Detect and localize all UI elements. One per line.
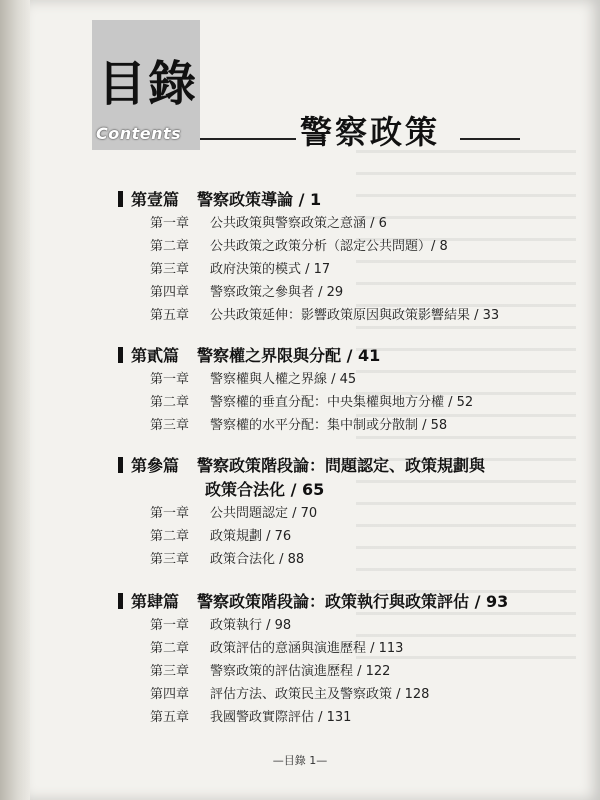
toc-chapter[interactable] [150,504,317,524]
part-title: 警察權之界限與分配 / 41 [197,346,381,365]
chapter-number: 第二章 [150,529,190,544]
toc-chapter[interactable] [150,527,291,547]
chapter-title: 警察政策的評估演進歷程 / 122 [210,664,391,679]
toc-part-3[interactable] [118,454,485,502]
chapter-number: 第四章 [150,687,190,702]
chapter-number: 第二章 [150,239,190,254]
part-label: 第壹篇 [131,190,180,209]
toc-chapter[interactable] [150,393,473,413]
toc-chapter[interactable] [150,214,387,234]
toc-part-4[interactable] [118,590,508,614]
chapter-title: 政策合法化 / 88 [210,552,305,567]
toc-chapter[interactable] [150,260,330,280]
toc-part-2[interactable] [118,344,380,368]
part-marker [118,593,123,609]
chapter-title: 警察權的垂直分配：中央集權與地方分權 / 52 [210,395,474,410]
chapter-number: 第一章 [150,372,190,387]
chapter-number: 第三章 [150,262,190,277]
chapter-title: 公共政策之政策分析（認定公共問題）/ 8 [210,239,448,254]
chapter-title: 政策執行 / 98 [210,618,292,633]
chapter-title: 警察政策之參與者 / 29 [210,285,344,300]
chapter-title: 評估方法、政策民主及警察政策 / 128 [210,687,430,702]
chapter-number: 第五章 [150,710,190,725]
part-label: 第參篇 [131,456,180,475]
part-title: 警察政策導論 / 1 [197,190,322,209]
chapter-title: 政策規劃 / 76 [210,529,292,544]
toc-chapter[interactable] [150,550,304,570]
toc-chapter[interactable] [150,237,448,257]
part-title: 警察政策階段論：政策執行與政策評估 / 93 [197,592,509,611]
chapter-title: 公共政策延伸：影響政策原因與政策影響結果 / 33 [210,308,500,323]
book-title: 警察政策 [300,113,441,151]
page-footer: —目錄 1— [272,754,328,767]
chapter-number: 第四章 [150,285,190,300]
toc-chapter[interactable] [150,708,351,728]
toc-chapter[interactable] [150,616,291,636]
chapter-number: 第一章 [150,618,190,633]
part-marker [118,457,123,473]
toc-chapter[interactable] [150,283,343,303]
part-title-continued: 政策合法化 / 65 [205,480,325,499]
contents-title-english: Contents [96,124,182,143]
part-title: 警察政策階段論：問題認定、政策規劃與 [197,456,486,475]
part-label: 第貳篇 [131,346,180,365]
chapter-number: 第三章 [150,418,190,433]
chapter-number: 第五章 [150,308,190,323]
chapter-number: 第三章 [150,664,190,679]
chapter-title: 公共問題認定 / 70 [210,506,318,521]
chapter-title: 警察權的水平分配：集中制或分散制 / 58 [210,418,448,433]
toc-chapter[interactable] [150,662,390,682]
chapter-title: 政策評估的意涵與演進歷程 / 113 [210,641,404,656]
chapter-number: 第二章 [150,395,190,410]
chapter-title: 我國警政實際評估 / 131 [210,710,352,725]
toc-part-1[interactable] [118,188,321,212]
chapter-number: 第一章 [150,216,190,231]
chapter-number: 第一章 [150,506,190,521]
chapter-title: 警察權與人權之界線 / 45 [210,372,357,387]
chapter-title: 政府決策的模式 / 17 [210,262,331,277]
toc-chapter[interactable] [150,306,499,326]
toc-chapter[interactable] [150,639,403,659]
part-label: 第肆篇 [131,592,180,611]
toc-chapter[interactable] [150,685,429,705]
toc-chapter[interactable] [150,370,356,390]
chapter-number: 第二章 [150,641,190,656]
part-marker [118,347,123,363]
chapter-number: 第三章 [150,552,190,567]
chapter-title: 公共政策與警察政策之意涵 / 6 [210,216,387,231]
toc-chapter[interactable] [150,416,447,436]
contents-title: 目錄 [98,56,199,112]
part-marker [118,191,123,207]
